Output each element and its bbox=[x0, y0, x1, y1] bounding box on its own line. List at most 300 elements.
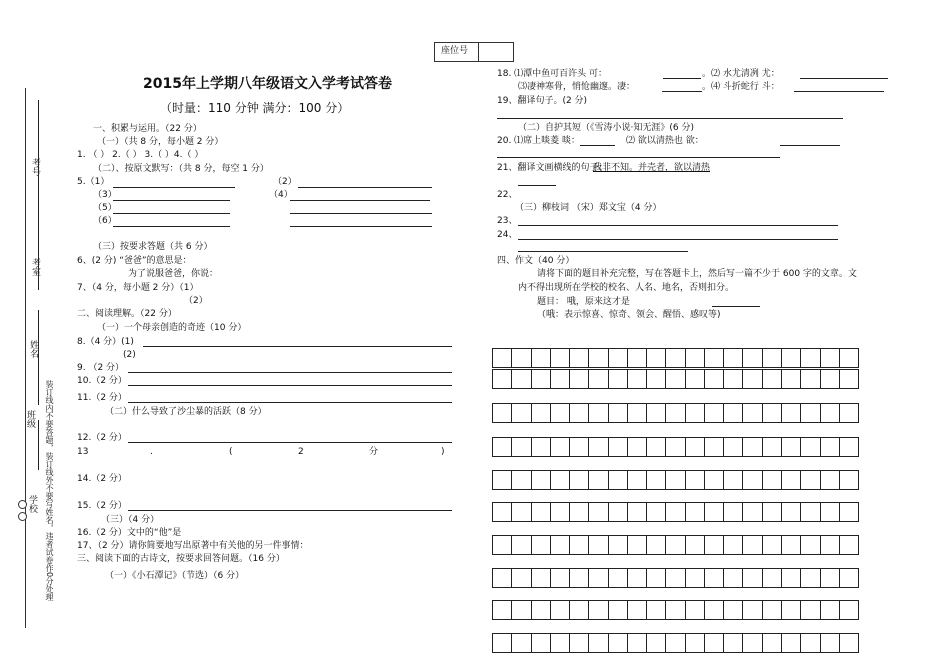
composition-instruction-1: 请将下面的题目补充完整，写在答题卡上，然后写一篇不少于 600 字的文章。文 bbox=[537, 269, 857, 279]
section-3c-heading: （三）柳枝词 （宋）郑文宝（4 分） bbox=[515, 203, 662, 213]
writing-grid-cell[interactable] bbox=[609, 503, 628, 521]
binding-line bbox=[25, 88, 26, 628]
composition-title-prompt: 题目： 哦，原来这才是 bbox=[537, 297, 630, 307]
writing-grid-cell[interactable] bbox=[705, 471, 724, 489]
side-exam-no-label: 考号 bbox=[30, 158, 40, 176]
writing-grid-cell[interactable] bbox=[782, 471, 801, 489]
writing-grid-cell[interactable] bbox=[705, 601, 724, 619]
q5-5b-answer-line[interactable] bbox=[290, 213, 432, 214]
composition-note: （哦：表示惊喜、惊奇、领会、醒悟、感叹等) bbox=[537, 310, 721, 320]
writing-grid-cell[interactable] bbox=[647, 438, 666, 456]
writing-grid-cell[interactable] bbox=[840, 370, 858, 388]
q21-answer-line[interactable] bbox=[518, 185, 556, 186]
q18-4-label: 。⑷ 斗折蛇行 斗： bbox=[702, 82, 780, 92]
writing-grid-cell[interactable] bbox=[821, 634, 840, 652]
q5-3-label: （3） bbox=[93, 190, 117, 200]
writing-grid-cell[interactable] bbox=[628, 569, 647, 587]
writing-grid-cell[interactable] bbox=[551, 349, 570, 367]
writing-grid-cell[interactable] bbox=[724, 404, 743, 422]
writing-grid-cell[interactable] bbox=[570, 536, 589, 554]
writing-grid-cell[interactable] bbox=[801, 370, 820, 388]
q5-5-answer-line[interactable] bbox=[113, 213, 230, 214]
writing-grid-row[interactable] bbox=[492, 470, 859, 490]
section-1a-heading: （一）（共 8 分，每小题 2 分） bbox=[97, 137, 224, 147]
side-name-label: 姓名 bbox=[28, 340, 38, 358]
q21-underlined-sentence: 我非不知。并壳者，欲以清热 bbox=[593, 163, 711, 173]
writing-grid-row[interactable] bbox=[492, 633, 859, 653]
writing-grid-cell[interactable] bbox=[512, 536, 531, 554]
writing-grid-cell[interactable] bbox=[532, 601, 551, 619]
writing-grid-cell[interactable] bbox=[589, 404, 608, 422]
q18-3-answer-line[interactable] bbox=[662, 91, 702, 92]
writing-grid-row[interactable] bbox=[492, 502, 859, 522]
writing-grid-cell[interactable] bbox=[532, 503, 551, 521]
writing-grid-cell[interactable] bbox=[743, 536, 762, 554]
writing-grid-row[interactable] bbox=[492, 403, 859, 423]
section-3a-heading: （一）《小石潭记》（节选）（6 分） bbox=[105, 571, 245, 581]
writing-grid-cell[interactable] bbox=[801, 503, 820, 521]
side-school-label: 学校 bbox=[27, 495, 37, 513]
q24-answer-line-2[interactable] bbox=[518, 251, 688, 252]
writing-grid-cell[interactable] bbox=[493, 503, 512, 521]
section-2b-heading: （二）什么导致了沙尘暴的活跃（8 分） bbox=[105, 407, 267, 417]
q6-label: 6、(2 分) “爸爸”的意思是： bbox=[77, 256, 192, 266]
composition-instruction-2: 内不得出现所在学校的校名、人名、地名，否则扣分。 bbox=[518, 283, 735, 293]
q13-open-paren: ( bbox=[229, 447, 233, 457]
writing-grid-cell[interactable] bbox=[705, 634, 724, 652]
side-room-line bbox=[38, 230, 39, 290]
writing-grid-cell[interactable] bbox=[570, 569, 589, 587]
writing-grid-cell[interactable] bbox=[512, 471, 531, 489]
writing-grid-cell[interactable] bbox=[763, 370, 782, 388]
writing-grid-cell[interactable] bbox=[743, 471, 762, 489]
q18-4-answer-line[interactable] bbox=[794, 91, 884, 92]
writing-grid-row[interactable] bbox=[492, 437, 859, 457]
writing-grid-cell[interactable] bbox=[570, 349, 589, 367]
writing-grid-cell[interactable] bbox=[743, 569, 762, 587]
writing-grid-cell[interactable] bbox=[801, 404, 820, 422]
q19-label: 19、翻译句子。(2 分) bbox=[497, 96, 588, 106]
writing-grid-cell[interactable] bbox=[666, 503, 685, 521]
side-class-label: 班级 bbox=[25, 410, 35, 428]
writing-grid-cell[interactable] bbox=[493, 438, 512, 456]
writing-grid-cell[interactable] bbox=[782, 569, 801, 587]
writing-grid-cell[interactable] bbox=[628, 438, 647, 456]
side-exam-no-line bbox=[38, 100, 39, 250]
writing-grid-cell[interactable] bbox=[763, 536, 782, 554]
writing-grid-cell[interactable] bbox=[840, 438, 858, 456]
writing-grid-cell[interactable] bbox=[801, 634, 820, 652]
q18-3-label: ⑶凄神寒骨，悄怆幽邃。凄： bbox=[518, 82, 636, 92]
q17-label: 17、（2 分）请你简要地写出原著中有关他的另一件事情： bbox=[77, 541, 309, 551]
writing-grid-cell[interactable] bbox=[532, 471, 551, 489]
q5-2-label: （2） bbox=[273, 177, 297, 187]
writing-grid-cell[interactable] bbox=[705, 536, 724, 554]
writing-grid-cell[interactable] bbox=[724, 634, 743, 652]
writing-grid-cell[interactable] bbox=[647, 471, 666, 489]
writing-grid-cell[interactable] bbox=[628, 601, 647, 619]
writing-grid-cell[interactable] bbox=[628, 536, 647, 554]
seat-number-divider bbox=[478, 43, 479, 61]
section-4-heading: 四、作文（40 分） bbox=[497, 256, 575, 266]
q19-answer-line[interactable] bbox=[497, 118, 843, 119]
writing-grid-cell[interactable] bbox=[551, 634, 570, 652]
writing-grid-cell[interactable] bbox=[609, 601, 628, 619]
writing-grid-cell[interactable] bbox=[647, 370, 666, 388]
section-2-heading: 二、阅读理解。（22 分） bbox=[77, 309, 177, 319]
q24-answer-line[interactable] bbox=[518, 239, 838, 240]
writing-grid-cell[interactable] bbox=[705, 404, 724, 422]
section-3-heading: 三、阅读下面的古诗文，按要求回答问题。（16 分） bbox=[77, 554, 285, 564]
writing-grid-cell[interactable] bbox=[743, 503, 762, 521]
q24-label: 24、 bbox=[497, 230, 518, 240]
writing-grid-cell[interactable] bbox=[724, 601, 743, 619]
writing-grid-cell[interactable] bbox=[551, 404, 570, 422]
writing-grid-cell[interactable] bbox=[801, 601, 820, 619]
writing-grid-cell[interactable] bbox=[551, 438, 570, 456]
q13-dot: . bbox=[150, 447, 153, 457]
writing-grid-cell[interactable] bbox=[705, 370, 724, 388]
writing-grid-cell[interactable] bbox=[686, 349, 705, 367]
writing-grid-row[interactable] bbox=[492, 369, 859, 389]
q18-1-label: 18. ⑴潭中鱼可百许头 可： bbox=[497, 69, 608, 79]
section-2a-heading: （一）一个母亲创造的奇迹（10 分） bbox=[97, 323, 247, 333]
writing-grid-cell[interactable] bbox=[609, 349, 628, 367]
writing-grid-cell[interactable] bbox=[763, 601, 782, 619]
writing-grid-cell[interactable] bbox=[686, 503, 705, 521]
writing-grid-cell[interactable] bbox=[782, 438, 801, 456]
writing-grid-cell[interactable] bbox=[609, 370, 628, 388]
writing-grid-cell[interactable] bbox=[512, 569, 531, 587]
q9-label: 9. （2 分） bbox=[77, 363, 125, 373]
writing-grid-cell[interactable] bbox=[589, 349, 608, 367]
writing-grid-cell[interactable] bbox=[743, 404, 762, 422]
writing-grid-cell[interactable] bbox=[628, 404, 647, 422]
writing-grid-cell[interactable] bbox=[666, 349, 685, 367]
writing-grid-cell[interactable] bbox=[570, 634, 589, 652]
writing-grid-cell[interactable] bbox=[512, 370, 531, 388]
writing-grid-cell[interactable] bbox=[801, 536, 820, 554]
writing-grid-cell[interactable] bbox=[493, 471, 512, 489]
writing-grid-cell[interactable] bbox=[782, 634, 801, 652]
writing-grid-cell[interactable] bbox=[570, 503, 589, 521]
q5-1-answer-line[interactable] bbox=[113, 187, 235, 188]
writing-grid-cell[interactable] bbox=[840, 503, 858, 521]
binding-notice: 装订线内不要答题，装订线外不要写姓名，违者试卷作0分处理 bbox=[45, 380, 54, 602]
writing-grid-cell[interactable] bbox=[724, 569, 743, 587]
writing-grid-cell[interactable] bbox=[821, 471, 840, 489]
writing-grid-cell[interactable] bbox=[647, 404, 666, 422]
q1-answers: 1. （ ） 2.（ ） 3.（ ）4.（ ） bbox=[77, 150, 204, 160]
writing-grid-cell[interactable] bbox=[840, 601, 858, 619]
writing-grid-cell[interactable] bbox=[570, 404, 589, 422]
writing-grid-cell[interactable] bbox=[724, 349, 743, 367]
q13-points: 2 bbox=[298, 447, 304, 457]
writing-grid-cell[interactable] bbox=[724, 471, 743, 489]
writing-grid-cell[interactable] bbox=[686, 438, 705, 456]
writing-grid-cell[interactable] bbox=[493, 569, 512, 587]
writing-grid-cell[interactable] bbox=[724, 503, 743, 521]
writing-grid-cell[interactable] bbox=[763, 634, 782, 652]
writing-grid-cell[interactable] bbox=[801, 471, 820, 489]
writing-grid-cell[interactable] bbox=[743, 438, 762, 456]
writing-grid-cell[interactable] bbox=[763, 349, 782, 367]
q20-1-label: 20. ⑴席上啖菱 啖： bbox=[497, 136, 581, 146]
q7-label: 7、（4 分，每小题 2 分）（1） bbox=[77, 283, 199, 293]
q12-answer-line[interactable] bbox=[128, 442, 452, 443]
q5-1-label: 5.（1） bbox=[77, 177, 110, 187]
q5-6-label: （6） bbox=[93, 216, 117, 226]
writing-grid-cell[interactable] bbox=[821, 503, 840, 521]
writing-grid-cell[interactable] bbox=[724, 438, 743, 456]
q10-label: 10.（2 分） bbox=[77, 376, 127, 386]
writing-grid-cell[interactable] bbox=[840, 634, 858, 652]
composition-title-line[interactable] bbox=[712, 306, 760, 307]
writing-grid-cell[interactable] bbox=[532, 404, 551, 422]
writing-grid-row[interactable] bbox=[492, 600, 859, 620]
writing-grid-cell[interactable] bbox=[551, 536, 570, 554]
q8b-label: (2) bbox=[123, 350, 136, 360]
writing-grid-cell[interactable] bbox=[763, 569, 782, 587]
writing-grid-cell[interactable] bbox=[743, 634, 762, 652]
page-subtitle: （时量：110 分钟 满分：100 分） bbox=[160, 101, 350, 115]
writing-grid-cell[interactable] bbox=[589, 471, 608, 489]
writing-grid-cell[interactable] bbox=[532, 438, 551, 456]
writing-grid-cell[interactable] bbox=[589, 634, 608, 652]
writing-grid-cell[interactable] bbox=[666, 634, 685, 652]
writing-grid-cell[interactable] bbox=[609, 438, 628, 456]
writing-grid-cell[interactable] bbox=[493, 634, 512, 652]
writing-grid-cell[interactable] bbox=[801, 349, 820, 367]
writing-grid-cell[interactable] bbox=[628, 370, 647, 388]
section-2c-heading: （三）（4 分） bbox=[101, 515, 160, 525]
q13-unit: 分 bbox=[369, 447, 379, 457]
writing-grid-cell[interactable] bbox=[763, 404, 782, 422]
writing-grid-cell[interactable] bbox=[782, 370, 801, 388]
writing-grid-cell[interactable] bbox=[532, 536, 551, 554]
writing-grid-cell[interactable] bbox=[763, 503, 782, 521]
seat-number-label: 座位号 bbox=[441, 46, 469, 56]
writing-grid-cell[interactable] bbox=[570, 438, 589, 456]
writing-grid-cell[interactable] bbox=[743, 601, 762, 619]
writing-grid-cell[interactable] bbox=[570, 471, 589, 489]
binding-hole-icon bbox=[18, 500, 27, 509]
writing-grid-cell[interactable] bbox=[647, 601, 666, 619]
writing-grid-cell[interactable] bbox=[628, 503, 647, 521]
writing-grid-cell[interactable] bbox=[589, 601, 608, 619]
q5-6b-answer-line[interactable] bbox=[290, 226, 432, 227]
writing-grid-cell[interactable] bbox=[666, 404, 685, 422]
q8-label: 8.（4 分）(1) bbox=[77, 337, 134, 347]
writing-grid-cell[interactable] bbox=[512, 503, 531, 521]
writing-grid-cell[interactable] bbox=[609, 634, 628, 652]
writing-grid-cell[interactable] bbox=[551, 601, 570, 619]
q15-label: 15.（2 分） bbox=[77, 501, 127, 511]
writing-grid-cell[interactable] bbox=[782, 404, 801, 422]
writing-grid-cell[interactable] bbox=[628, 471, 647, 489]
writing-grid-cell[interactable] bbox=[532, 349, 551, 367]
writing-grid-cell[interactable] bbox=[532, 634, 551, 652]
writing-grid-cell[interactable] bbox=[666, 536, 685, 554]
writing-grid-cell[interactable] bbox=[512, 634, 531, 652]
q21-label: 21、翻译文画横线的句子： bbox=[497, 163, 608, 173]
q13-close-paren: ) bbox=[441, 447, 445, 457]
writing-grid-cell[interactable] bbox=[647, 569, 666, 587]
q11-answer-line[interactable] bbox=[128, 402, 452, 403]
writing-grid-cell[interactable] bbox=[512, 601, 531, 619]
section-1c-heading: （三）按要求答题（共 6 分） bbox=[93, 242, 213, 252]
writing-grid-cell[interactable] bbox=[666, 438, 685, 456]
side-name-line bbox=[38, 310, 39, 405]
writing-grid-cell[interactable] bbox=[609, 471, 628, 489]
writing-grid-cell[interactable] bbox=[512, 349, 531, 367]
writing-grid-cell[interactable] bbox=[840, 471, 858, 489]
writing-grid-cell[interactable] bbox=[840, 569, 858, 587]
writing-grid-cell[interactable] bbox=[821, 370, 840, 388]
writing-grid-cell[interactable] bbox=[551, 569, 570, 587]
q6b-label: 为了说服爸爸，你说： bbox=[128, 269, 219, 279]
q18-2-label: 。⑵ 水尤清冽 尤： bbox=[702, 69, 780, 79]
writing-grid-cell[interactable] bbox=[686, 404, 705, 422]
writing-grid-cell[interactable] bbox=[589, 536, 608, 554]
q5-2-answer-line[interactable] bbox=[298, 187, 432, 188]
writing-grid-cell[interactable] bbox=[686, 370, 705, 388]
writing-grid-cell[interactable] bbox=[705, 503, 724, 521]
writing-grid-cell[interactable] bbox=[666, 601, 685, 619]
writing-grid-cell[interactable] bbox=[840, 349, 858, 367]
q20-1-answer-line[interactable] bbox=[580, 145, 615, 146]
writing-grid-cell[interactable] bbox=[532, 370, 551, 388]
section-1-heading: 一、积累与运用。（22 分） bbox=[93, 124, 202, 134]
writing-grid-cell[interactable] bbox=[840, 404, 858, 422]
writing-grid-cell[interactable] bbox=[666, 471, 685, 489]
writing-grid-cell[interactable] bbox=[724, 536, 743, 554]
writing-grid-cell[interactable] bbox=[782, 349, 801, 367]
seat-number-box bbox=[434, 42, 514, 62]
writing-grid-cell[interactable] bbox=[647, 536, 666, 554]
q23-answer-line[interactable] bbox=[518, 225, 838, 226]
writing-grid-cell[interactable] bbox=[705, 438, 724, 456]
writing-grid-cell[interactable] bbox=[570, 370, 589, 388]
q8-1-answer-line[interactable] bbox=[143, 346, 452, 347]
writing-grid-cell[interactable] bbox=[821, 601, 840, 619]
q5-4-label: （4） bbox=[269, 190, 293, 200]
writing-grid-cell[interactable] bbox=[532, 569, 551, 587]
writing-grid-cell[interactable] bbox=[686, 634, 705, 652]
q5-3-answer-line[interactable] bbox=[113, 200, 230, 201]
writing-grid-cell[interactable] bbox=[705, 349, 724, 367]
writing-grid-cell[interactable] bbox=[609, 536, 628, 554]
writing-grid-cell[interactable] bbox=[666, 370, 685, 388]
q18-2-answer-line[interactable] bbox=[800, 78, 888, 79]
writing-grid-cell[interactable] bbox=[840, 536, 858, 554]
writing-grid-cell[interactable] bbox=[686, 536, 705, 554]
writing-grid-cell[interactable] bbox=[493, 370, 512, 388]
writing-grid-cell[interactable] bbox=[724, 370, 743, 388]
writing-grid-cell[interactable] bbox=[821, 349, 840, 367]
writing-grid-cell[interactable] bbox=[821, 536, 840, 554]
writing-grid-cell[interactable] bbox=[609, 404, 628, 422]
q9-answer-line[interactable] bbox=[128, 372, 452, 373]
writing-grid-cell[interactable] bbox=[609, 569, 628, 587]
q7b-label: （2） bbox=[184, 296, 208, 306]
writing-grid-cell[interactable] bbox=[801, 438, 820, 456]
writing-grid-cell[interactable] bbox=[589, 438, 608, 456]
q15-answer-line[interactable] bbox=[128, 510, 452, 511]
writing-grid-cell[interactable] bbox=[589, 503, 608, 521]
writing-grid-cell[interactable] bbox=[493, 404, 512, 422]
writing-grid-cell[interactable] bbox=[647, 503, 666, 521]
q20-2-label: ⑵ 欲以清热也 欲： bbox=[626, 136, 704, 146]
writing-grid-cell[interactable] bbox=[801, 569, 820, 587]
writing-grid-cell[interactable] bbox=[821, 404, 840, 422]
writing-grid-row[interactable] bbox=[492, 568, 859, 588]
side-room-label: 考室 bbox=[30, 258, 40, 276]
writing-grid-cell[interactable] bbox=[743, 370, 762, 388]
writing-grid-cell[interactable] bbox=[743, 349, 762, 367]
writing-grid-cell[interactable] bbox=[763, 471, 782, 489]
q22-label: 22、 bbox=[497, 190, 518, 200]
q11-label: 11.（2 分） bbox=[77, 393, 127, 403]
writing-grid-row[interactable] bbox=[492, 535, 859, 555]
writing-grid-cell[interactable] bbox=[763, 438, 782, 456]
q20-extra-line[interactable] bbox=[497, 157, 780, 158]
writing-grid-cell[interactable] bbox=[686, 471, 705, 489]
writing-grid-cell[interactable] bbox=[821, 438, 840, 456]
writing-grid-cell[interactable] bbox=[493, 536, 512, 554]
writing-grid-cell[interactable] bbox=[666, 569, 685, 587]
side-class-line bbox=[38, 420, 39, 470]
writing-grid-cell[interactable] bbox=[493, 601, 512, 619]
writing-grid-cell[interactable] bbox=[551, 370, 570, 388]
writing-grid-cell[interactable] bbox=[493, 349, 512, 367]
writing-grid-cell[interactable] bbox=[686, 569, 705, 587]
writing-grid-cell[interactable] bbox=[628, 634, 647, 652]
q20-2-answer-line[interactable] bbox=[780, 145, 840, 146]
writing-grid-cell[interactable] bbox=[512, 438, 531, 456]
section-1b-heading: （二）、按原文默写：（共 8 分，每空 1 分） bbox=[93, 164, 269, 174]
q5-5-label: （5） bbox=[93, 203, 117, 213]
q5-4-answer-line[interactable] bbox=[290, 200, 430, 201]
writing-grid-row[interactable] bbox=[492, 348, 859, 368]
writing-grid-cell[interactable] bbox=[628, 349, 647, 367]
writing-grid-cell[interactable] bbox=[589, 370, 608, 388]
q10-answer-line[interactable] bbox=[128, 385, 452, 386]
writing-grid-cell[interactable] bbox=[551, 503, 570, 521]
writing-grid-cell[interactable] bbox=[782, 536, 801, 554]
binding-hole-icon bbox=[18, 512, 27, 521]
writing-grid-cell[interactable] bbox=[821, 569, 840, 587]
q12-label: 12.（2 分） bbox=[77, 433, 127, 443]
writing-grid-cell[interactable] bbox=[782, 503, 801, 521]
q13-number: 13 bbox=[77, 447, 89, 457]
q23-label: 23、 bbox=[497, 216, 518, 226]
writing-grid-cell[interactable] bbox=[551, 471, 570, 489]
writing-grid-cell[interactable] bbox=[647, 349, 666, 367]
page-title: 2015年上学期八年级语文入学考试答卷 bbox=[143, 76, 392, 92]
q14-label: 14.（2 分） bbox=[77, 474, 127, 484]
writing-grid-cell[interactable] bbox=[570, 601, 589, 619]
writing-grid-cell[interactable] bbox=[686, 601, 705, 619]
q5-6-answer-line[interactable] bbox=[113, 226, 230, 227]
writing-grid-cell[interactable] bbox=[589, 569, 608, 587]
writing-grid-cell[interactable] bbox=[782, 601, 801, 619]
writing-grid-cell[interactable] bbox=[705, 569, 724, 587]
writing-grid-cell[interactable] bbox=[647, 634, 666, 652]
q16-label: 16.（2 分）文中的“他”是 bbox=[77, 528, 182, 538]
q18-1-answer-line[interactable] bbox=[663, 78, 701, 79]
writing-grid-cell[interactable] bbox=[512, 404, 531, 422]
